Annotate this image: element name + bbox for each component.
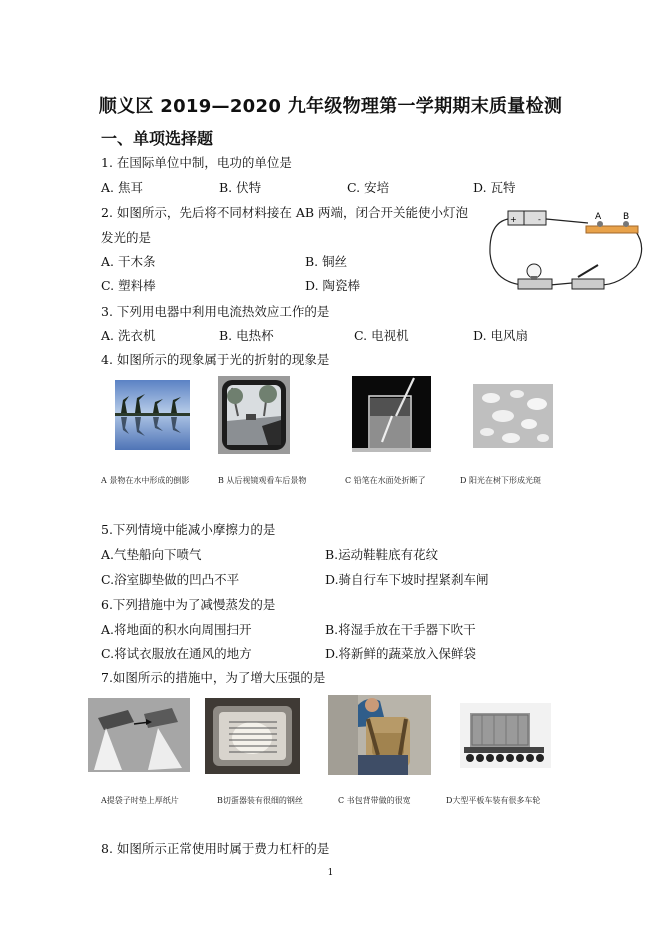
q1-option-d: D. 瓦特 bbox=[473, 180, 516, 195]
material-holder-icon bbox=[586, 212, 638, 233]
q3-option-c: C. 电视机 bbox=[354, 328, 409, 343]
q4-caption-c: C 铅笔在水面处折断了 bbox=[345, 476, 426, 485]
q7-photo-b-egg-slicer bbox=[205, 698, 300, 774]
bulb-icon bbox=[518, 264, 552, 289]
terminal-a-label: A bbox=[595, 212, 602, 222]
q1-option-c: C. 安培 bbox=[347, 180, 390, 195]
q4-photo-a-reflection bbox=[115, 380, 190, 450]
question-7: 7.如图所示的措施中，为了增大压强的是 bbox=[101, 670, 326, 685]
q2-option-c: C. 塑料棒 bbox=[101, 278, 156, 293]
battery-icon bbox=[508, 211, 546, 225]
terminal-b-label: B bbox=[623, 212, 630, 222]
circuit-diagram bbox=[486, 205, 650, 295]
q6-option-d: D.将新鲜的蔬菜放入保鲜袋 bbox=[325, 646, 477, 661]
svg-text:-: - bbox=[538, 215, 541, 224]
q4-photo-d-light-spots bbox=[473, 384, 553, 448]
q5-option-b: B.运动鞋鞋底有花纹 bbox=[325, 547, 439, 562]
q7-caption-d: D大型平板车装有很多车轮 bbox=[446, 796, 541, 805]
question-8: 8. 如图所示正常使用时属于费力杠杆的是 bbox=[101, 841, 330, 856]
q7-photo-c-backpack bbox=[328, 695, 431, 775]
q1-option-b: B. 伏特 bbox=[219, 180, 262, 195]
question-2-line1: 2. 如图所示，先后将不同材料接在 AB 两端，闭合开关能使小灯泡 bbox=[101, 205, 469, 220]
page-number: 1 bbox=[327, 868, 334, 878]
question-3: 3. 下列用电器中利用电流热效应工作的是 bbox=[101, 304, 330, 319]
q4-photo-c-pencil bbox=[352, 376, 431, 452]
q1-option-a: A. 焦耳 bbox=[101, 180, 143, 195]
q5-option-d: D.骑自行车下坡时捏紧刹车闸 bbox=[325, 572, 489, 587]
q7-photo-d-flatbed-truck bbox=[460, 703, 551, 768]
q7-caption-b: B切蛋器装有很细的钢丝 bbox=[217, 796, 303, 805]
question-5: 5.下列情境中能减小摩擦力的是 bbox=[101, 522, 276, 537]
q4-caption-b: B 从后视镜观看车后景物 bbox=[218, 476, 307, 485]
q7-caption-a: A提袋子时垫上厚纸片 bbox=[101, 796, 179, 805]
q6-option-c: C.将试衣服放在通风的地方 bbox=[101, 646, 252, 661]
q6-option-b: B.将湿手放在干手器下吹干 bbox=[325, 622, 476, 637]
svg-text:+: + bbox=[510, 215, 517, 224]
q2-option-b: B. 铜丝 bbox=[305, 254, 348, 269]
q3-option-b: B. 电热杯 bbox=[219, 328, 274, 343]
q5-option-a: A.气垫船向下喷气 bbox=[101, 547, 202, 562]
question-2-line2: 发光的是 bbox=[101, 230, 152, 245]
q2-option-a: A. 干木条 bbox=[101, 254, 156, 269]
question-1: 1. 在国际单位中制，电功的单位是 bbox=[101, 155, 292, 170]
q4-photo-b-mirror bbox=[218, 376, 290, 454]
page-title: 顺义区 2019—2020 九年级物理第一学期期末质量检测 bbox=[98, 96, 563, 117]
question-6: 6.下列措施中为了减慢蒸发的是 bbox=[101, 597, 276, 612]
section-heading: 一、单项选择题 bbox=[101, 129, 214, 148]
question-4: 4. 如图所示的现象属于光的折射的现象是 bbox=[101, 352, 330, 367]
q3-option-d: D. 电风扇 bbox=[473, 328, 529, 343]
q4-caption-d: D 阳光在树下形成光斑 bbox=[460, 476, 541, 485]
q7-photo-a-bag-handle bbox=[88, 698, 190, 772]
q7-caption-c: C 书包背带做的很宽 bbox=[338, 796, 411, 805]
q3-option-a: A. 洗衣机 bbox=[101, 328, 156, 343]
q6-option-a: A.将地面的积水向周围扫开 bbox=[101, 622, 252, 637]
q2-option-d: D. 陶瓷棒 bbox=[305, 278, 361, 293]
q4-caption-a: A 景物在水中形成的倒影 bbox=[101, 476, 190, 485]
switch-icon bbox=[572, 265, 604, 289]
q5-option-c: C.浴室脚垫做的凹凸不平 bbox=[101, 572, 240, 587]
